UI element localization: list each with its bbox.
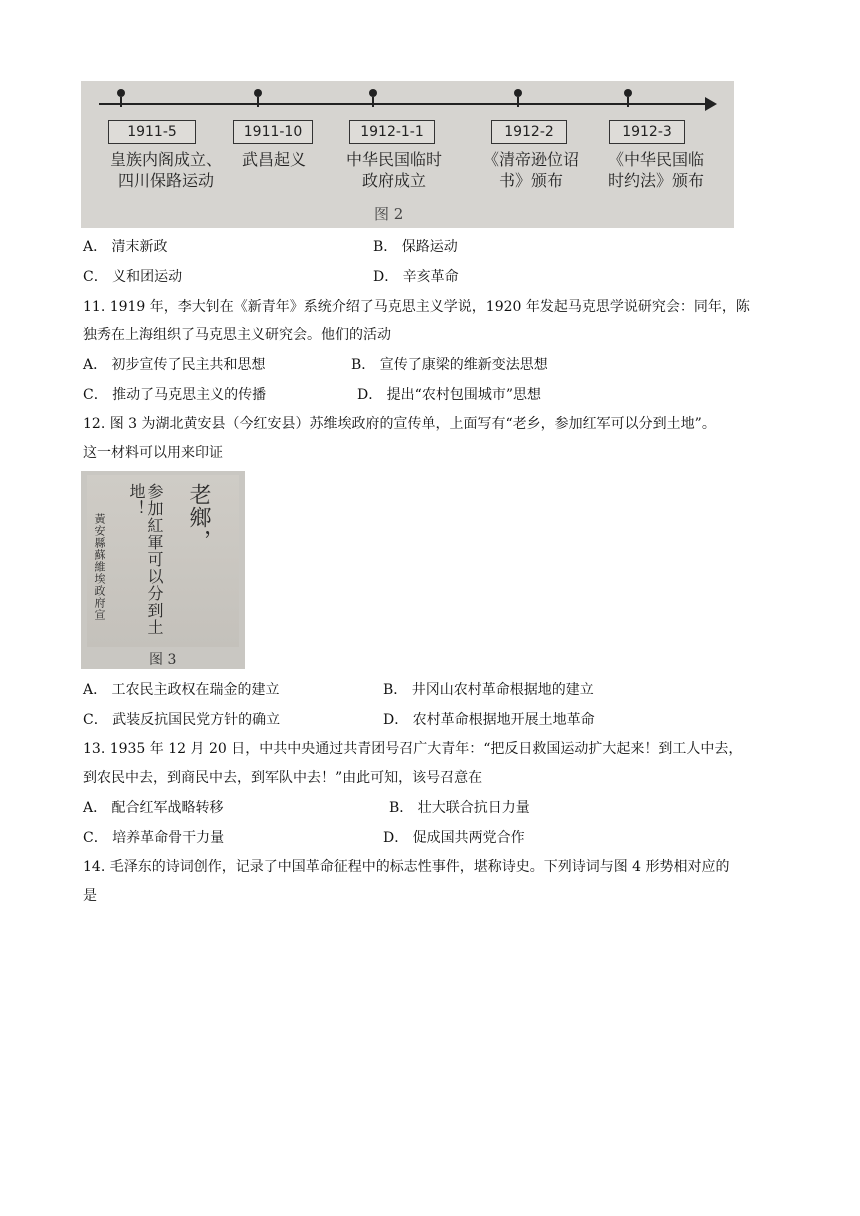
figure-3-poster — [81, 471, 245, 669]
q13-option-a[interactable]: A． 配合红军战略转移 — [83, 800, 224, 816]
q10-option-d[interactable]: D． 辛亥革命 — [373, 269, 459, 285]
timeline-event: 武昌起义 — [241, 150, 306, 169]
timeline-marker — [623, 89, 633, 106]
timeline-axis — [99, 103, 713, 105]
poster-text-issuer: 黃安縣蘇維埃政府宣 — [93, 513, 106, 621]
timeline-marker — [253, 89, 263, 106]
timeline-date: 1911-5 — [108, 120, 196, 144]
figure-2-timeline — [81, 81, 734, 228]
q11-option-b[interactable]: B． 宣传了康梁的维新变法思想 — [351, 357, 548, 373]
poster-paper — [87, 475, 239, 647]
q11-stem-line1: 11. 1919 年，李大钊在《新青年》系统介绍了马克思主义学说，1920 年发起马克思学说研究会：同年，陈 — [83, 299, 750, 315]
timeline-event: 《清帝逊位诏 书》颁布 — [482, 150, 579, 190]
q13-option-c[interactable]: C． 培养革命骨干力量 — [83, 830, 225, 846]
q14-stem-line1: 14. 毛泽东的诗词创作，记录了中国革命征程中的标志性事件，堪称诗史。下列诗词与图 4 形势相对应的 — [83, 859, 730, 875]
q13-option-b[interactable]: B． 壮大联合抗日力量 — [389, 800, 530, 816]
figure-caption: 图 3 — [149, 652, 177, 668]
poster-text-slogan: 参加紅軍可以分到土地！ — [127, 483, 164, 636]
q10-option-c[interactable]: C． 义和团运动 — [83, 269, 183, 285]
timeline-arrowhead — [705, 97, 717, 111]
q12-option-b[interactable]: B． 井冈山农村革命根据地的建立 — [383, 682, 594, 698]
q11-option-a[interactable]: A． 初步宣传了民主共和思想 — [83, 357, 266, 373]
q10-option-b[interactable]: B． 保路运动 — [373, 239, 458, 255]
q12-stem-line1: 12. 图 3 为湖北黄安县（今红安县）苏维埃政府的宣传单，上面写有“老乡，参加红军可以分到土地”。 — [83, 416, 716, 432]
timeline-date: 1911-10 — [233, 120, 313, 144]
q11-option-c[interactable]: C． 推动了马克思主义的传播 — [83, 387, 267, 403]
q14-stem-line2: 是 — [83, 888, 97, 904]
q12-option-a[interactable]: A． 工农民主政权在瑞金的建立 — [83, 682, 280, 698]
q11-option-d[interactable]: D． 提出“农村包围城市”思想 — [357, 387, 541, 403]
timeline-date: 1912-1-1 — [349, 120, 435, 144]
q11-stem-line2: 独秀在上海组织了马克思主义研究会。他们的活动 — [83, 327, 391, 343]
figure-caption: 图 2 — [374, 205, 404, 223]
q12-stem-line2: 这一材料可以用来印证 — [83, 445, 223, 461]
q10-option-a[interactable]: A． 清末新政 — [83, 239, 168, 255]
timeline-event: 皇族内阁成立、 四川保路运动 — [109, 150, 222, 190]
timeline-event: 《中华民国临 时约法》颁布 — [607, 150, 704, 190]
q13-stem-line2: 到农民中去，到商民中去，到军队中去！”由此可知，该号召意在 — [83, 770, 483, 786]
q12-option-c[interactable]: C． 武装反抗国民党方针的确立 — [83, 712, 281, 728]
timeline-marker — [368, 89, 378, 106]
poster-text-greeting: 老鄉， — [186, 483, 211, 552]
timeline-date: 1912-3 — [609, 120, 685, 144]
q13-stem-line1: 13. 1935 年 12 月 20 日，中共中央通过共青团号召广大青年：“把反日救国运动扩大起来！到工人中去， — [83, 741, 743, 757]
timeline-marker — [513, 89, 523, 106]
timeline-date: 1912-2 — [491, 120, 567, 144]
timeline-event: 中华民国临时 政府成立 — [345, 150, 442, 190]
q13-option-d[interactable]: D． 促成国共两党合作 — [383, 830, 525, 846]
q12-option-d[interactable]: D． 农村革命根据地开展土地革命 — [383, 712, 595, 728]
timeline-marker — [116, 89, 126, 106]
